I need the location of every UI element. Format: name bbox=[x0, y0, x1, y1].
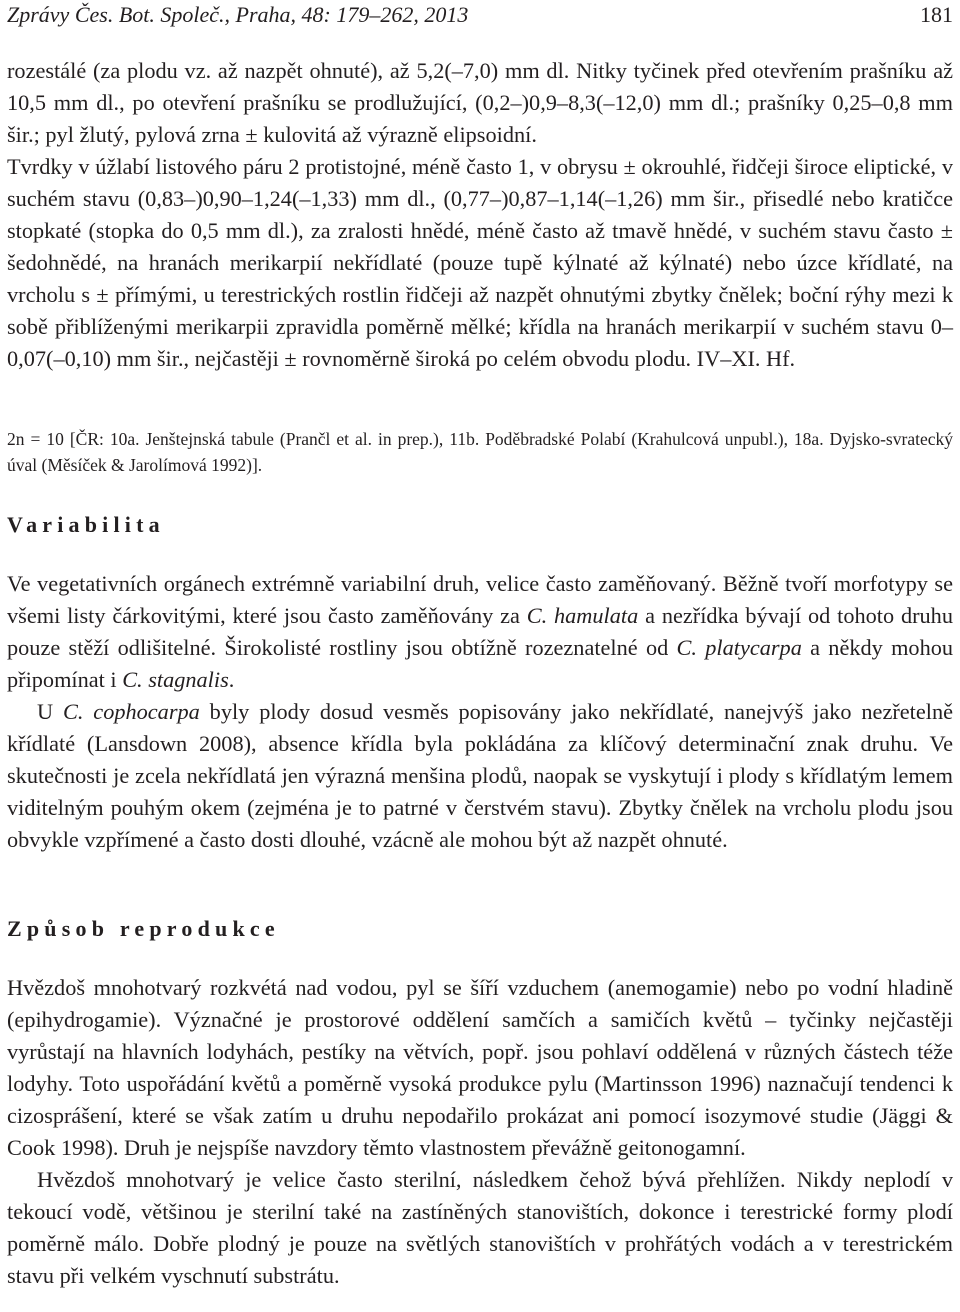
variabilita-paragraph-1: Ve vegetativních orgánech extrémně variabilní druh, velice často zaměňovaný. Běžně tvoří morfotypy se všemi listy čárkovitými, které jsou často zaměňovány za C. hamulata a nezřídka bývají od tohoto druhu pouze stěží odlišitelné. Širokolisté rostliny jsou obtížně rozeznatelné od C. platycarpa a někdy mohou připomínat i C. stagnalis. bbox=[7, 571, 954, 692]
taxon-name: C. hamulata bbox=[526, 603, 639, 628]
taxon-name: C. stagnalis bbox=[122, 667, 229, 692]
reprodukce-heading-block bbox=[7, 914, 953, 944]
taxon-name: C. cophocarpa bbox=[62, 699, 200, 724]
section-heading-variabilita: Variabilita bbox=[7, 512, 165, 537]
variabilita-heading-block bbox=[7, 510, 953, 540]
section-heading-reprodukce: Způsob reprodukce bbox=[7, 916, 280, 941]
description-section bbox=[7, 55, 953, 375]
reprodukce-section bbox=[7, 972, 953, 1292]
taxon-name: C. platycarpa bbox=[676, 635, 802, 660]
running-header bbox=[7, 2, 953, 30]
chromosome-section bbox=[7, 426, 953, 478]
chromosome-count-paragraph: 2n = 10 [ČR: 10a. Jenštejnská tabule (Prančl et al. in prep.), 11b. Poděbradské Polabí (Krahulcová unpubl.), 18a. Dyjsko-svratecký úval (Měsíček & Jarolímová 1992)]. bbox=[7, 429, 953, 475]
variabilita-paragraph-2: U C. cophocarpa byly plody dosud vesměs popisovány jako nekřídlaté, nanejvýš jako nezřetelně křídlaté (Lansdown 2008), absence křídla byla pokládána za klíčový determinační znak druhu. Ve skutečnosti je zcela nekřídlatá jen výrazná menšina plodů, naopak se vyskytují i plody s křídlatým lemem viditelným pouhým okem (zejména je to patrné v čerstvém stavu). Zbytky čnělek na vrcholu plodu jsou obvykle vzpřímené a často dosti dlouhé, vzácně ale mohou být až nazpět ohnuté. bbox=[7, 699, 954, 852]
page-number: 181 bbox=[920, 2, 953, 27]
variabilita-section bbox=[7, 568, 953, 856]
reprodukce-paragraph-1: Hvězdoš mnohotvarý rozkvétá nad vodou, pyl se šíří vzduchem (anemogamie) nebo po vodní hladině (epihydrogamie). Význačné je prostorové oddělení samčích a samičích květů – tyčinky nejčastěji vyrůstají na hlavních lodyhách, pestíky na větvích, popř. jsou pohlaví oddělená v různých částech téže lodyhy. Toto uspořádání květů a poměrně vysoká produkce pylu (Martinsson 1996) naznačují tendenci k cizosprášení, které se však zatím u druhu nepodařilo prokázat ani pomocí isozymové studie (Jäggi & Cook 1998). Druh je nejspíše navzdory těmto vlastnostem převážně geitonogamní. bbox=[7, 975, 953, 1160]
description-paragraph-1: rozestálé (za plodu vz. až nazpět ohnuté), až 5,2(–7,0) mm dl. Nitky tyčinek před otevřením prašníku až 10,5 mm dl., po otevření prašníku se prodlužující, (0,2–)0,9–8,3(–12,0) mm dl.; prašníky 0,25–0,8 mm šir.; pyl žlutý, pylová zrna ± kulovitá až výrazně elipsoidní. bbox=[7, 58, 953, 147]
journal-citation: Zprávy Čes. Bot. Společ., Praha, 48: 179–262, 2013 bbox=[7, 2, 469, 27]
description-paragraph-2: Tvrdky v úžlabí listového páru 2 protistojné, méně často 1, v obrysu ± okrouhlé, řidčeji široce eliptické, v suchém stavu (0,83–)0,90–1,24(–1,33) mm dl., (0,77–)0,87–1,14(–1,26) mm šir., přisedlé nebo kratičce stopkaté (stopka do 0,5 mm dl.), za zralosti hnědé, méně často až tmavě hnědé, v suchém stavu často ± šedohnědé, na hranách merikarpií nekřídlaté (pouze tupě kýlnaté až kýlnaté) nebo úzce křídlaté, na vrcholu s ± přímými, u terestrických rostlin řidčeji až nazpět ohnutými zbytky čnělek; boční rýhy mezi k sobě přiblíženými merikarpii zpravidla poměrně mělké; křídla na hranách merikarpií v suchém stavu 0–0,07(–0,10) mm šir., nejčastěji ± rovnoměrně široká po celém obvodu plodu. IV–XI. Hf. bbox=[7, 154, 953, 371]
reprodukce-paragraph-2: Hvězdoš mnohotvarý je velice často sterilní, následkem čehož bývá přehlížen. Nikdy neplodí v tekoucí vodě, většinou je sterilní také na zastíněných stanovištích, dokonce i terestrické formy plodí poměrně málo. Dobře plodný je pouze na světlých stanovištích v prohřátých vodách a v terestrickém stavu při velkém vyschnutí substrátu. bbox=[7, 1167, 953, 1288]
